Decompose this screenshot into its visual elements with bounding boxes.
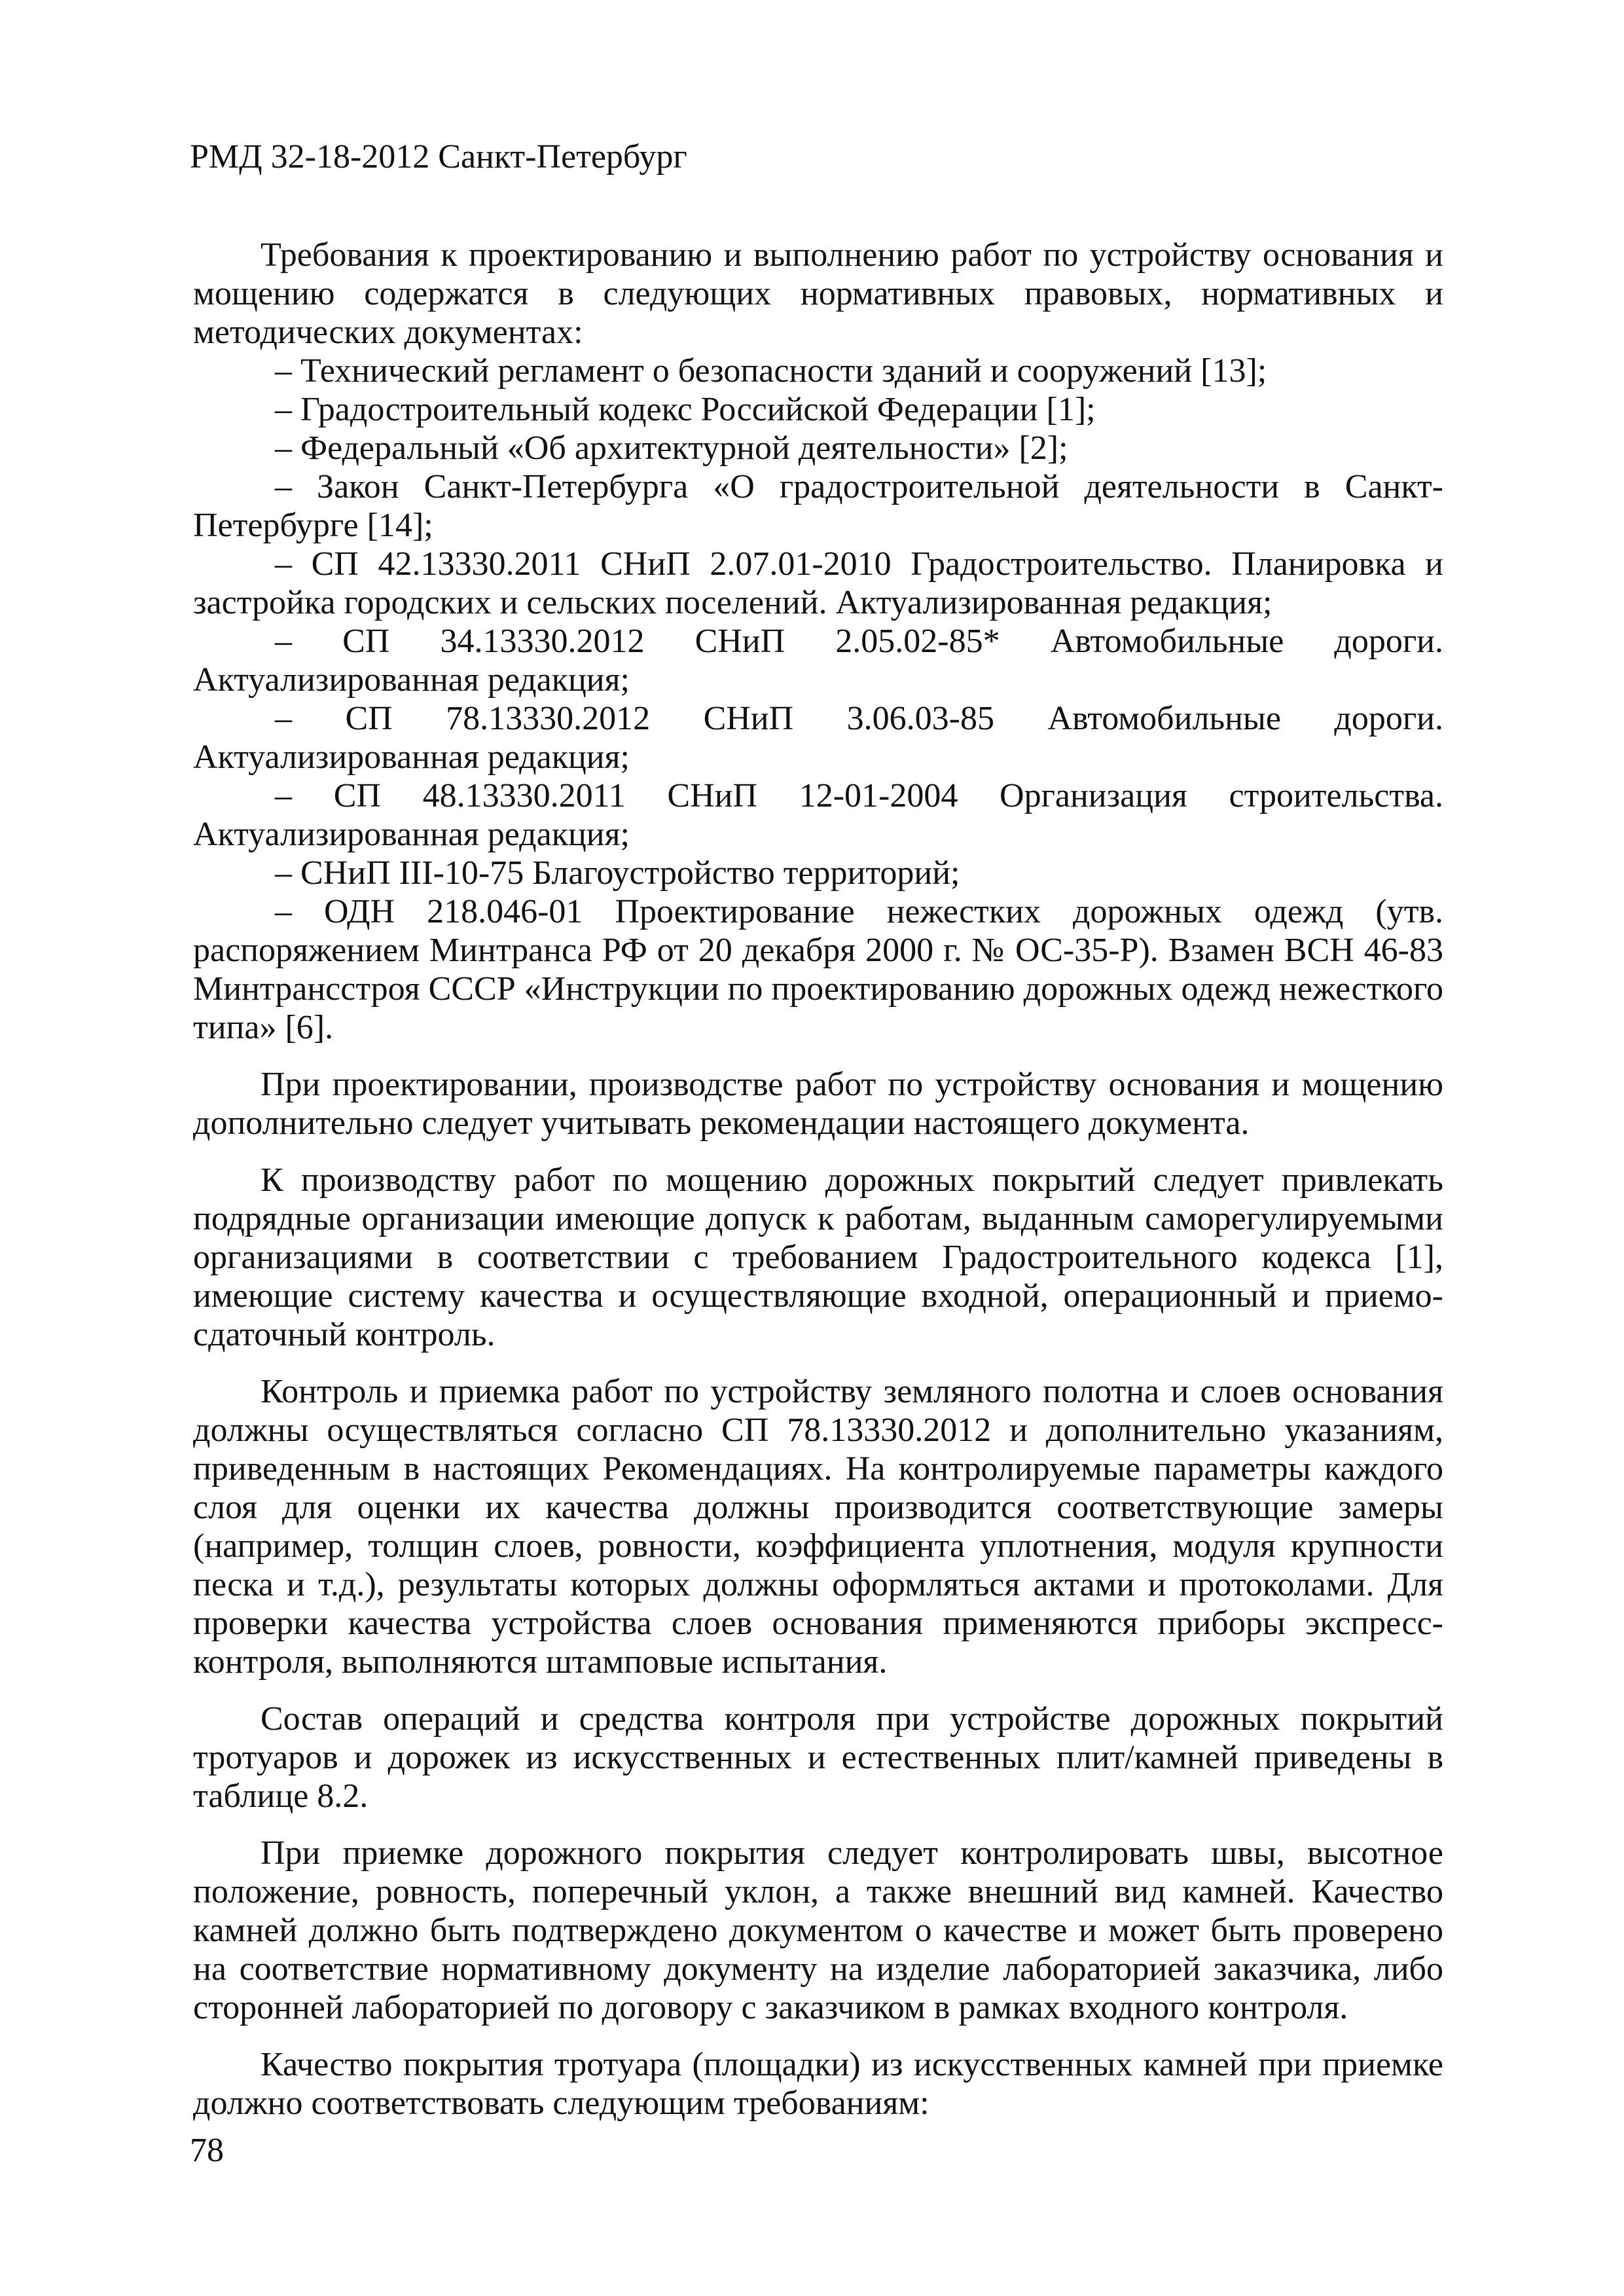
- list-dash: –: [275, 391, 292, 428]
- list-item-text: Технический регламент о безопасности зданий и сооружений [13];: [300, 352, 1267, 390]
- paragraph: К производству работ по мощению дорожных покрытий следует привлекать подрядные организации имеющие допуск к работам, выданным саморегулируемыми организациями в соответствии с требованием Градостроительного кодекса [1], имеющие систему качества и осуществляющие входной, операционный и приемо-сдаточный контроль.: [193, 1161, 1443, 1353]
- paragraph: При проектировании, производстве работ по устройству основания и мощению дополнительно следует учитывать рекомендации настоящего документа.: [193, 1066, 1443, 1142]
- page-number: 78: [190, 2132, 224, 2169]
- list-dash: –: [275, 352, 292, 390]
- list-item: [193, 545, 1443, 622]
- paragraph: Состав операций и средства контроля при устройстве дорожных покрытий тротуаров и дорожек из искусственных и естественных плит/камней приведены в таблице 8.2.: [193, 1700, 1443, 1815]
- list-item-text: СП 78.13330.2012 СНиП 3.06.03-85 Автомобильные дороги. Актуализированная редакция;: [193, 700, 1444, 776]
- list-item-text: Закон Санкт-Петербурга «О градостроительной деятельности в Санкт-Петербурге [14];: [193, 468, 1443, 544]
- list-dash: –: [275, 893, 292, 930]
- list-item: [193, 892, 1443, 1047]
- list-item-text: СП 48.13330.2011 СНиП 12-01-2004 Организация строительства. Актуализированная редакция;: [193, 777, 1444, 853]
- list-dash: –: [275, 854, 292, 892]
- list-item: [193, 776, 1443, 854]
- list-item-text: СП 42.13330.2011 СНиП 2.07.01-2010 Градостроительство. Планировка и застройка городских и сельских поселений. Актуализированная редакция;: [193, 545, 1443, 621]
- paragraph: Контроль и приемка работ по устройству земляного полотна и слоев основания должны осуществляться согласно СП 78.13330.2012 и дополнительно указаниям, приведенным в настоящих Рекомендациях. На контролируемые параметры каждого слоя для оценки их качества должны производится соответствующие замеры (например, толщин слоев, ровности, коэффициента уплотнения, модуля крупности песка и т.д.), результаты которых должны оформляться актами и протоколами. Для проверки качества устройства слоев основания применяются приборы экспресс-контроля, выполняются штамповые испытания.: [193, 1373, 1443, 1681]
- documents-list: [193, 352, 1443, 1047]
- list-item: [193, 352, 1443, 390]
- list-dash: –: [275, 623, 292, 660]
- paragraph: При приемке дорожного покрытия следует контролировать швы, высотное положение, ровность, поперечный уклон, а также внешний вид камней. Качество камней должно быть подтверждено документом о качестве и может быть проверено на соответствие нормативному документу на изделие лабораторией заказчика, либо сторонней лабораторией по договору с заказчиком в рамках входного контроля.: [193, 1834, 1443, 2026]
- list-item: [193, 699, 1443, 776]
- body-text: [193, 236, 1443, 2123]
- paragraph: Качество покрытия тротуара (площадки) из искусственных камней при приемке должно соответствовать следующим требованиям:: [193, 2046, 1443, 2122]
- running-header: РМД 32-18-2012 Санкт-Петербург: [190, 138, 687, 175]
- list-item-text: ОДН 218.046-01 Проектирование нежестких дорожных одежд (утв. распоряжением Минтранса РФ от 20 декабря 2000 г. № ОС-35-Р). Взамен ВСН 46-83 Минтрансстроя СССР «Инструкции по проектированию дорожных одежд нежесткого типа» [6].: [193, 893, 1443, 1046]
- list-item: [193, 622, 1443, 699]
- list-dash: –: [275, 777, 292, 814]
- list-dash: –: [275, 468, 292, 505]
- list-item-text: Градостроительный кодекс Российской Федерации [1];: [300, 391, 1096, 428]
- list-item-text: Федеральный «Об архитектурной деятельности» [2];: [300, 429, 1068, 467]
- list-dash: –: [275, 429, 292, 467]
- list-item: [193, 429, 1443, 467]
- list-dash: –: [275, 545, 292, 583]
- list-dash: –: [275, 700, 292, 737]
- list-item-text: СП 34.13330.2012 СНиП 2.05.02-85* Автомобильные дороги. Актуализированная редакция;: [193, 623, 1443, 699]
- list-item: [193, 390, 1443, 429]
- intro-paragraph: Требования к проектированию и выполнению работ по устройству основания и мощению содержатся в следующих нормативных правовых, нормативных и методических документах:: [193, 236, 1443, 351]
- list-item: [193, 854, 1443, 892]
- list-item: [193, 467, 1443, 545]
- list-item-text: СНиП III-10-75 Благоустройство территорий;: [300, 854, 960, 892]
